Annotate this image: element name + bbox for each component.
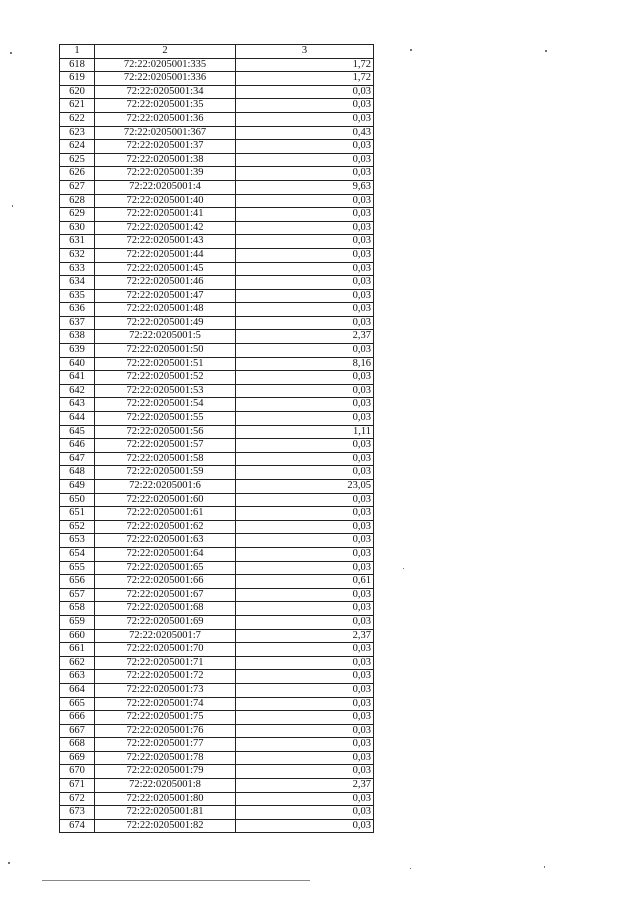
cadastral-number-cell: 72:22:0205001:38	[95, 153, 236, 167]
parcel-table	[59, 44, 374, 833]
table-row	[60, 194, 374, 208]
cadastral-number-cell: 72:22:0205001:40	[95, 194, 236, 208]
table-row	[60, 670, 374, 684]
cadastral-number-cell: 72:22:0205001:65	[95, 561, 236, 575]
value-cell: 0,03	[236, 561, 374, 575]
table-row	[60, 697, 374, 711]
value-cell: 0,03	[236, 112, 374, 126]
row-number-cell: 641	[60, 371, 95, 385]
row-number-cell: 644	[60, 412, 95, 426]
scan-speck	[10, 52, 12, 54]
cadastral-number-cell: 72:22:0205001:69	[95, 615, 236, 629]
cadastral-number-cell: 72:22:0205001:34	[95, 85, 236, 99]
cadastral-number-cell: 72:22:0205001:57	[95, 439, 236, 453]
table-body	[60, 58, 374, 833]
value-cell: 0,03	[236, 276, 374, 290]
cadastral-number-cell: 72:22:0205001:6	[95, 480, 236, 494]
cadastral-number-cell: 72:22:0205001:56	[95, 425, 236, 439]
cadastral-number-cell: 72:22:0205001:70	[95, 643, 236, 657]
row-number-cell: 648	[60, 466, 95, 480]
row-number-cell: 664	[60, 683, 95, 697]
row-number-cell: 649	[60, 480, 95, 494]
value-cell: 0,03	[236, 371, 374, 385]
row-number-cell: 622	[60, 112, 95, 126]
value-cell: 0,03	[236, 738, 374, 752]
table-row	[60, 615, 374, 629]
row-number-cell: 633	[60, 262, 95, 276]
cadastral-number-cell: 72:22:0205001:61	[95, 507, 236, 521]
value-cell: 0,03	[236, 316, 374, 330]
row-number-cell: 637	[60, 316, 95, 330]
table-row	[60, 126, 374, 140]
value-cell: 0,03	[236, 534, 374, 548]
table-row	[60, 493, 374, 507]
table-row	[60, 384, 374, 398]
cadastral-number-cell: 72:22:0205001:74	[95, 697, 236, 711]
row-number-cell: 629	[60, 208, 95, 222]
table-row	[60, 724, 374, 738]
table-row	[60, 602, 374, 616]
row-number-cell: 655	[60, 561, 95, 575]
cadastral-number-cell: 72:22:0205001:46	[95, 276, 236, 290]
value-cell: 0,03	[236, 303, 374, 317]
value-cell: 0,03	[236, 235, 374, 249]
cadastral-number-cell: 72:22:0205001:41	[95, 208, 236, 222]
row-number-cell: 626	[60, 167, 95, 181]
value-cell: 0,03	[236, 520, 374, 534]
cadastral-number-cell: 72:22:0205001:47	[95, 289, 236, 303]
value-cell: 9,63	[236, 180, 374, 194]
table-row	[60, 221, 374, 235]
value-cell: 2,37	[236, 779, 374, 793]
cadastral-number-cell: 72:22:0205001:60	[95, 493, 236, 507]
table-row	[60, 180, 374, 194]
value-cell: 0,03	[236, 289, 374, 303]
table-row	[60, 711, 374, 725]
value-cell: 23,05	[236, 480, 374, 494]
table-row	[60, 575, 374, 589]
table-row	[60, 58, 374, 72]
row-number-cell: 673	[60, 806, 95, 820]
table-row	[60, 330, 374, 344]
row-number-cell: 672	[60, 792, 95, 806]
value-cell: 8,16	[236, 357, 374, 371]
row-number-cell: 634	[60, 276, 95, 290]
row-number-cell: 628	[60, 194, 95, 208]
value-cell: 0,03	[236, 262, 374, 276]
table-row	[60, 534, 374, 548]
value-cell: 0,03	[236, 439, 374, 453]
table-header-row	[60, 45, 374, 59]
value-cell: 0,03	[236, 547, 374, 561]
cadastral-number-cell: 72:22:0205001:55	[95, 412, 236, 426]
row-number-cell: 665	[60, 697, 95, 711]
cadastral-number-cell: 72:22:0205001:58	[95, 452, 236, 466]
row-number-cell: 624	[60, 140, 95, 154]
cadastral-number-cell: 72:22:0205001:45	[95, 262, 236, 276]
row-number-cell: 642	[60, 384, 95, 398]
row-number-cell: 656	[60, 575, 95, 589]
row-number-cell: 669	[60, 751, 95, 765]
cadastral-number-cell: 72:22:0205001:51	[95, 357, 236, 371]
scan-speck	[410, 49, 412, 51]
cadastral-number-cell: 72:22:0205001:42	[95, 221, 236, 235]
cadastral-number-cell: 72:22:0205001:335	[95, 58, 236, 72]
cadastral-number-cell: 72:22:0205001:49	[95, 316, 236, 330]
cadastral-number-cell: 72:22:0205001:68	[95, 602, 236, 616]
value-cell: 0,03	[236, 806, 374, 820]
value-cell: 2,37	[236, 330, 374, 344]
value-cell: 2,37	[236, 629, 374, 643]
table-row	[60, 547, 374, 561]
table-row	[60, 316, 374, 330]
scan-speck	[8, 862, 10, 864]
value-cell: 0,03	[236, 602, 374, 616]
table-row	[60, 765, 374, 779]
cadastral-number-cell: 72:22:0205001:71	[95, 656, 236, 670]
row-number-cell: 638	[60, 330, 95, 344]
cadastral-number-cell: 72:22:0205001:336	[95, 72, 236, 86]
cadastral-number-cell: 72:22:0205001:73	[95, 683, 236, 697]
row-number-cell: 668	[60, 738, 95, 752]
row-number-cell: 630	[60, 221, 95, 235]
table-row	[60, 262, 374, 276]
cadastral-number-cell: 72:22:0205001:63	[95, 534, 236, 548]
value-cell: 0,03	[236, 643, 374, 657]
row-number-cell: 632	[60, 248, 95, 262]
value-cell: 0,03	[236, 194, 374, 208]
value-cell: 0,03	[236, 384, 374, 398]
value-cell: 0,03	[236, 344, 374, 358]
table-row	[60, 289, 374, 303]
table-row	[60, 738, 374, 752]
cadastral-number-cell: 72:22:0205001:43	[95, 235, 236, 249]
value-cell: 0,03	[236, 99, 374, 113]
row-number-cell: 653	[60, 534, 95, 548]
value-cell: 1,11	[236, 425, 374, 439]
value-cell: 0,03	[236, 248, 374, 262]
value-cell: 0,03	[236, 724, 374, 738]
cadastral-number-cell: 72:22:0205001:8	[95, 779, 236, 793]
cadastral-number-cell: 72:22:0205001:44	[95, 248, 236, 262]
table-row	[60, 99, 374, 113]
cadastral-number-cell: 72:22:0205001:4	[95, 180, 236, 194]
value-cell: 0,03	[236, 221, 374, 235]
value-cell: 0,03	[236, 656, 374, 670]
table-row	[60, 112, 374, 126]
row-number-cell: 663	[60, 670, 95, 684]
row-number-cell: 625	[60, 153, 95, 167]
table-row	[60, 629, 374, 643]
column-header-number: 1	[60, 45, 95, 59]
table-row	[60, 792, 374, 806]
table-row	[60, 412, 374, 426]
row-number-cell: 658	[60, 602, 95, 616]
table-row	[60, 683, 374, 697]
table-row	[60, 344, 374, 358]
table-row	[60, 140, 374, 154]
cadastral-number-cell: 72:22:0205001:39	[95, 167, 236, 181]
row-number-cell: 639	[60, 344, 95, 358]
cadastral-number-cell: 72:22:0205001:59	[95, 466, 236, 480]
row-number-cell: 646	[60, 439, 95, 453]
table-row	[60, 371, 374, 385]
table-row	[60, 85, 374, 99]
row-number-cell: 674	[60, 819, 95, 833]
row-number-cell: 627	[60, 180, 95, 194]
row-number-cell: 666	[60, 711, 95, 725]
cadastral-number-cell: 72:22:0205001:5	[95, 330, 236, 344]
cadastral-number-cell: 72:22:0205001:7	[95, 629, 236, 643]
table-row	[60, 561, 374, 575]
row-number-cell: 618	[60, 58, 95, 72]
row-number-cell: 651	[60, 507, 95, 521]
value-cell: 1,72	[236, 58, 374, 72]
column-header-value: 3	[236, 45, 374, 59]
value-cell: 0,03	[236, 153, 374, 167]
value-cell: 0,03	[236, 697, 374, 711]
scan-speck	[403, 568, 404, 569]
cadastral-number-cell: 72:22:0205001:48	[95, 303, 236, 317]
scan-speck	[410, 868, 411, 869]
row-number-cell: 660	[60, 629, 95, 643]
value-cell: 0,03	[236, 765, 374, 779]
row-number-cell: 654	[60, 547, 95, 561]
cadastral-number-cell: 72:22:0205001:66	[95, 575, 236, 589]
table-row	[60, 819, 374, 833]
table-row	[60, 439, 374, 453]
row-number-cell: 670	[60, 765, 95, 779]
table-row	[60, 235, 374, 249]
table-row	[60, 452, 374, 466]
cadastral-number-cell: 72:22:0205001:64	[95, 547, 236, 561]
table-row	[60, 357, 374, 371]
table-row	[60, 520, 374, 534]
value-cell: 0,03	[236, 615, 374, 629]
scan-edge-line	[42, 880, 310, 881]
table-row	[60, 398, 374, 412]
table-row	[60, 248, 374, 262]
row-number-cell: 662	[60, 656, 95, 670]
value-cell: 0,43	[236, 126, 374, 140]
row-number-cell: 636	[60, 303, 95, 317]
scan-speck	[545, 50, 547, 52]
row-number-cell: 657	[60, 588, 95, 602]
row-number-cell: 643	[60, 398, 95, 412]
row-number-cell: 659	[60, 615, 95, 629]
value-cell: 0,03	[236, 466, 374, 480]
cadastral-number-cell: 72:22:0205001:82	[95, 819, 236, 833]
row-number-cell: 620	[60, 85, 95, 99]
row-number-cell: 661	[60, 643, 95, 657]
row-number-cell: 640	[60, 357, 95, 371]
value-cell: 1,72	[236, 72, 374, 86]
scan-speck	[544, 866, 545, 868]
cadastral-number-cell: 72:22:0205001:77	[95, 738, 236, 752]
table-row	[60, 656, 374, 670]
value-cell: 0,03	[236, 588, 374, 602]
cadastral-number-cell: 72:22:0205001:50	[95, 344, 236, 358]
table-row	[60, 276, 374, 290]
table-row	[60, 72, 374, 86]
cadastral-number-cell: 72:22:0205001:75	[95, 711, 236, 725]
column-header-cadastral-number: 2	[95, 45, 236, 59]
value-cell: 0,03	[236, 208, 374, 222]
value-cell: 0,03	[236, 452, 374, 466]
value-cell: 0,03	[236, 792, 374, 806]
row-number-cell: 619	[60, 72, 95, 86]
value-cell: 0,03	[236, 167, 374, 181]
row-number-cell: 621	[60, 99, 95, 113]
value-cell: 0,03	[236, 819, 374, 833]
table-row	[60, 507, 374, 521]
cadastral-number-cell: 72:22:0205001:52	[95, 371, 236, 385]
table-row	[60, 167, 374, 181]
value-cell: 0,03	[236, 751, 374, 765]
cadastral-number-cell: 72:22:0205001:36	[95, 112, 236, 126]
cadastral-number-cell: 72:22:0205001:367	[95, 126, 236, 140]
cadastral-number-cell: 72:22:0205001:53	[95, 384, 236, 398]
cadastral-number-cell: 72:22:0205001:80	[95, 792, 236, 806]
value-cell: 0,03	[236, 670, 374, 684]
table-row	[60, 588, 374, 602]
cadastral-number-cell: 72:22:0205001:79	[95, 765, 236, 779]
value-cell: 0,03	[236, 507, 374, 521]
value-cell: 0,03	[236, 140, 374, 154]
parcel-table-wrapper	[59, 44, 373, 833]
cadastral-number-cell: 72:22:0205001:67	[95, 588, 236, 602]
cadastral-number-cell: 72:22:0205001:37	[95, 140, 236, 154]
table-row	[60, 480, 374, 494]
value-cell: 0,61	[236, 575, 374, 589]
row-number-cell: 650	[60, 493, 95, 507]
value-cell: 0,03	[236, 711, 374, 725]
table-row	[60, 779, 374, 793]
row-number-cell: 645	[60, 425, 95, 439]
value-cell: 0,03	[236, 412, 374, 426]
row-number-cell: 631	[60, 235, 95, 249]
table-row	[60, 751, 374, 765]
row-number-cell: 652	[60, 520, 95, 534]
value-cell: 0,03	[236, 493, 374, 507]
table-row	[60, 153, 374, 167]
table-row	[60, 806, 374, 820]
scan-speck	[12, 205, 13, 207]
cadastral-number-cell: 72:22:0205001:72	[95, 670, 236, 684]
table-row	[60, 466, 374, 480]
cadastral-number-cell: 72:22:0205001:54	[95, 398, 236, 412]
cadastral-number-cell: 72:22:0205001:62	[95, 520, 236, 534]
row-number-cell: 667	[60, 724, 95, 738]
table-row	[60, 303, 374, 317]
cadastral-number-cell: 72:22:0205001:78	[95, 751, 236, 765]
row-number-cell: 647	[60, 452, 95, 466]
value-cell: 0,03	[236, 398, 374, 412]
value-cell: 0,03	[236, 85, 374, 99]
cadastral-number-cell: 72:22:0205001:35	[95, 99, 236, 113]
row-number-cell: 635	[60, 289, 95, 303]
row-number-cell: 623	[60, 126, 95, 140]
cadastral-number-cell: 72:22:0205001:76	[95, 724, 236, 738]
row-number-cell: 671	[60, 779, 95, 793]
table-row	[60, 425, 374, 439]
value-cell: 0,03	[236, 683, 374, 697]
table-row	[60, 208, 374, 222]
table-row	[60, 643, 374, 657]
cadastral-number-cell: 72:22:0205001:81	[95, 806, 236, 820]
